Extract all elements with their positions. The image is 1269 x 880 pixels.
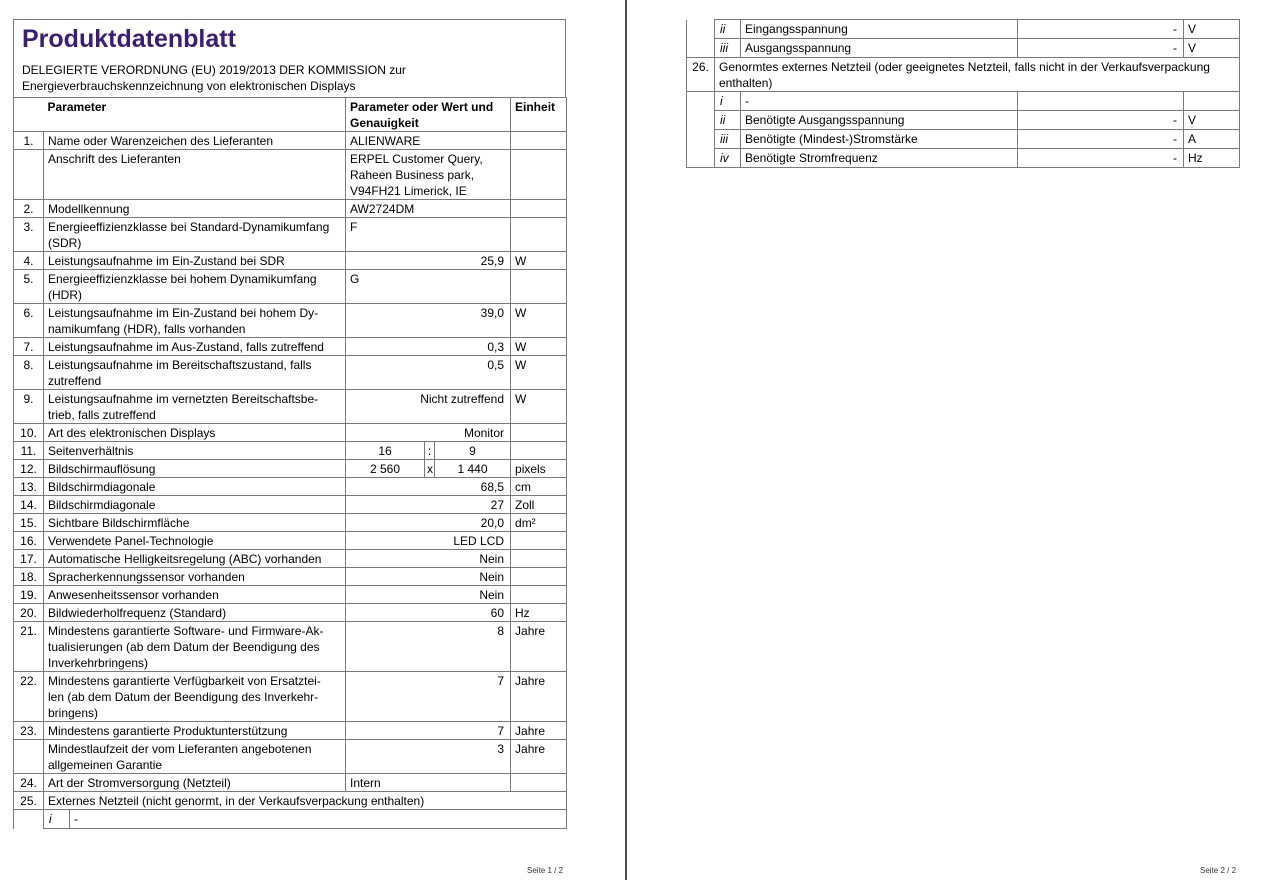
table-row	[14, 390, 567, 424]
row-value: -	[1018, 130, 1184, 149]
row-unit: Hz	[511, 604, 567, 622]
table-row	[14, 442, 567, 460]
table-row	[687, 111, 1240, 130]
row-label: Energieeffizienzklasse bei hohem Dynamikumfang (HDR)	[44, 270, 346, 304]
row-unit: cm	[511, 478, 567, 496]
table-row	[14, 792, 567, 810]
row-label: Energieeffizienzklasse bei Standard-Dynamikumfang (SDR)	[44, 218, 346, 252]
header-row	[14, 98, 567, 132]
row-value: -	[70, 810, 567, 829]
row-unit: Jahre	[511, 672, 567, 722]
row-value: G	[346, 270, 511, 304]
row-roman: ii	[715, 111, 741, 130]
header-unit: Einheit	[511, 98, 567, 132]
row-label: -	[741, 92, 1018, 111]
row-unit	[511, 532, 567, 550]
row-number: 16.	[14, 532, 44, 550]
page-footer-1: Seite 1 / 2	[527, 866, 564, 875]
row-unit: A	[1184, 130, 1240, 149]
row-label: Bildschirmdiagonale	[44, 496, 346, 514]
row-unit: Jahre	[511, 740, 567, 774]
row-number: 5.	[14, 270, 44, 304]
row-label: Spracherkennungssensor vorhanden	[44, 568, 346, 586]
page-1	[13, 19, 566, 829]
row-number: 21.	[14, 622, 44, 672]
row-unit	[511, 270, 567, 304]
row-label: Anschrift des Lieferanten	[44, 150, 346, 200]
row-roman: i	[44, 810, 70, 829]
row-number: 12.	[14, 460, 44, 478]
row-value: 27	[346, 496, 511, 514]
row-value: 60	[346, 604, 511, 622]
row-number	[687, 39, 715, 58]
row-label: Name oder Warenzeichen des Lieferanten	[44, 132, 346, 150]
row-separator: :	[425, 442, 435, 460]
row-label: Eingangsspannung	[741, 20, 1018, 39]
page-2-table	[686, 19, 1240, 168]
row-25-table	[13, 791, 567, 829]
row-value: Monitor	[346, 424, 511, 442]
row-label: Ausgangsspannung	[741, 39, 1018, 58]
page-footer-2: Seite 2 / 2	[1200, 866, 1237, 875]
row-number: 10.	[14, 424, 44, 442]
row-roman: iii	[715, 130, 741, 149]
row-label: Bildschirmdiagonale	[44, 478, 346, 496]
row-value	[1018, 92, 1184, 111]
row-roman: i	[715, 92, 741, 111]
row-number: 26.	[687, 58, 715, 92]
row-number: 4.	[14, 252, 44, 270]
row-number: 7.	[14, 338, 44, 356]
row-unit: W	[511, 252, 567, 270]
row-label: Sichtbare Bildschirmfläche	[44, 514, 346, 532]
row-number: 20.	[14, 604, 44, 622]
row-value: 0,3	[346, 338, 511, 356]
row-unit	[511, 774, 567, 792]
row-label: Benötigte Stromfrequenz	[741, 149, 1018, 168]
row-label: Leistungsaufnahme im Bereitschaftszustand, falls zutreffend	[44, 356, 346, 390]
row-label: Leistungsaufnahme im Ein-Zustand bei hohem Dy- namikumfang (HDR), falls vorhanden	[44, 304, 346, 338]
row-value: Intern	[346, 774, 511, 792]
row-label: Benötigte Ausgangsspannung	[741, 111, 1018, 130]
row-label: Leistungsaufnahme im Ein-Zustand bei SDR	[44, 252, 346, 270]
row-unit: W	[511, 304, 567, 338]
row-roman: iii	[715, 39, 741, 58]
row-unit	[511, 442, 567, 460]
table-row	[14, 740, 567, 774]
table-row	[14, 672, 567, 722]
row-value-1: 2 560	[346, 460, 425, 478]
row-number	[14, 740, 44, 774]
row-number: 6.	[14, 304, 44, 338]
row-value: 8	[346, 622, 511, 672]
table-row	[14, 424, 567, 442]
table-row	[14, 774, 567, 792]
row-value: Nicht zutreffend	[346, 390, 511, 424]
row-value: 3	[346, 740, 511, 774]
row-label: Genormtes externes Netzteil (oder geeignetes Netzteil, falls nicht in der Verkaufsverpackung enthalten)	[715, 58, 1240, 92]
row-unit	[511, 200, 567, 218]
table-row	[14, 270, 567, 304]
row-unit: dm²	[511, 514, 567, 532]
row-unit: Zoll	[511, 496, 567, 514]
row-value: F	[346, 218, 511, 252]
title-block	[13, 19, 566, 97]
table-row	[14, 338, 567, 356]
table-row	[14, 200, 567, 218]
row-label: Mindestens garantierte Verfügbarkeit von Ersatztei- len (ab dem Datum der Beendigung des Inverkehr- bringens)	[44, 672, 346, 722]
row-value: -	[1018, 39, 1184, 58]
table-row	[14, 622, 567, 672]
table-row	[14, 132, 567, 150]
row-unit: W	[511, 356, 567, 390]
row-unit	[511, 424, 567, 442]
row-unit: Jahre	[511, 722, 567, 740]
row-unit	[511, 550, 567, 568]
table-row	[687, 20, 1240, 39]
row-number	[687, 130, 715, 149]
row-value: -	[1018, 149, 1184, 168]
table-row	[14, 550, 567, 568]
product-datasheet-table	[13, 97, 567, 792]
row-number: 2.	[14, 200, 44, 218]
table-row	[687, 58, 1240, 92]
row-value-2: 9	[435, 442, 511, 460]
row-unit: Jahre	[511, 622, 567, 672]
row-value: Nein	[346, 568, 511, 586]
row-unit	[1184, 92, 1240, 111]
row-label: Leistungsaufnahme im vernetzten Bereitschaftsbe- trieb, falls zutreffend	[44, 390, 346, 424]
row-number	[14, 810, 44, 829]
row-value: Nein	[346, 550, 511, 568]
row-value: Nein	[346, 586, 511, 604]
row-label: Bildwiederholfrequenz (Standard)	[44, 604, 346, 622]
row-unit	[511, 218, 567, 252]
table-row	[14, 604, 567, 622]
row-number: 13.	[14, 478, 44, 496]
row-label: Benötigte (Mindest-)Stromstärke	[741, 130, 1018, 149]
row-separator: x	[425, 460, 435, 478]
row-number: 25.	[14, 792, 44, 810]
row-value: LED LCD	[346, 532, 511, 550]
table-row	[14, 356, 567, 390]
row-number: 3.	[14, 218, 44, 252]
row-value-1: 16	[346, 442, 425, 460]
row-unit: V	[1184, 39, 1240, 58]
row-number: 19.	[14, 586, 44, 604]
table-row	[14, 460, 567, 478]
row-value: 0,5	[346, 356, 511, 390]
table-row	[14, 304, 567, 338]
row-value: ALIENWARE	[346, 132, 511, 150]
row-unit: V	[1184, 20, 1240, 39]
row-unit	[511, 132, 567, 150]
row-number: 11.	[14, 442, 44, 460]
row-value: ERPEL Customer Query, Raheen Business park, V94FH21 Limerick, IE	[346, 150, 511, 200]
row-roman: iv	[715, 149, 741, 168]
row-value: -	[1018, 111, 1184, 130]
table-row	[14, 478, 567, 496]
table-row	[14, 150, 567, 200]
row-unit	[511, 150, 567, 200]
table-row	[14, 810, 567, 829]
header-value: Parameter oder Wert und Genauigkeit	[346, 98, 511, 132]
row-number: 15.	[14, 514, 44, 532]
row-number: 23.	[14, 722, 44, 740]
row-number: 1.	[14, 132, 44, 150]
row-unit	[511, 586, 567, 604]
row-number: 22.	[14, 672, 44, 722]
table-row	[14, 514, 567, 532]
table-row	[687, 149, 1240, 168]
row-roman: ii	[715, 20, 741, 39]
row-value: 25,9	[346, 252, 511, 270]
row-label: Mindestens garantierte Software- und Firmware-Ak- tualisierungen (ab dem Datum der Beendigung des Inverkehrbringens)	[44, 622, 346, 672]
row-unit: Hz	[1184, 149, 1240, 168]
row-label: Modellkennung	[44, 200, 346, 218]
row-unit	[511, 568, 567, 586]
row-number	[14, 150, 44, 200]
row-value: 7	[346, 722, 511, 740]
row-value: -	[1018, 20, 1184, 39]
table-row	[14, 586, 567, 604]
row-number	[687, 111, 715, 130]
table-row	[14, 568, 567, 586]
subtitle-line-2: Energieverbrauchskennzeichnung von elektronischen Displays	[22, 79, 356, 93]
table-row	[687, 92, 1240, 111]
header-num-cell	[14, 98, 44, 132]
row-unit: W	[511, 390, 567, 424]
table-row	[14, 252, 567, 270]
row-number	[687, 149, 715, 168]
row-number: 8.	[14, 356, 44, 390]
table-row	[687, 130, 1240, 149]
row-value: AW2724DM	[346, 200, 511, 218]
row-number: 17.	[14, 550, 44, 568]
row-label: Mindestlaufzeit der vom Lieferanten angebotenen allgemeinen Garantie	[44, 740, 346, 774]
row-number	[687, 20, 715, 39]
row-number: 24.	[14, 774, 44, 792]
subtitle-line-1: DELEGIERTE VERORDNUNG (EU) 2019/2013 DER KOMMISSION zur	[22, 63, 406, 77]
row-number: 9.	[14, 390, 44, 424]
row-unit: V	[1184, 111, 1240, 130]
row-value: 7	[346, 672, 511, 722]
row-number	[687, 92, 715, 111]
table-row	[14, 532, 567, 550]
row-value: 39,0	[346, 304, 511, 338]
row-number: 14.	[14, 496, 44, 514]
row-value-2: 1 440	[435, 460, 511, 478]
row-label: Automatische Helligkeitsregelung (ABC) vorhanden	[44, 550, 346, 568]
header-parameter: Parameter	[44, 98, 346, 132]
row-unit: W	[511, 338, 567, 356]
table-row	[14, 496, 567, 514]
row-number: 18.	[14, 568, 44, 586]
table-row	[14, 218, 567, 252]
row-label: Art der Stromversorgung (Netzteil)	[44, 774, 346, 792]
row-label: Seitenverhältnis	[44, 442, 346, 460]
row-value: 68,5	[346, 478, 511, 496]
table-row	[14, 722, 567, 740]
page-title: Produktdatenblatt	[22, 25, 236, 53]
row-label: Mindestens garantierte Produktunterstützung	[44, 722, 346, 740]
table-row	[687, 39, 1240, 58]
page-divider	[625, 0, 627, 880]
row-label: Art des elektronischen Displays	[44, 424, 346, 442]
row-label: Bildschirmauflösung	[44, 460, 346, 478]
row-label: Anwesenheitssensor vorhanden	[44, 586, 346, 604]
row-label: Verwendete Panel-Technologie	[44, 532, 346, 550]
row-value: 20,0	[346, 514, 511, 532]
row-label: Leistungsaufnahme im Aus-Zustand, falls zutreffend	[44, 338, 346, 356]
row-unit: pixels	[511, 460, 567, 478]
row-label: Externes Netzteil (nicht genormt, in der Verkaufsverpackung enthalten)	[44, 792, 567, 810]
